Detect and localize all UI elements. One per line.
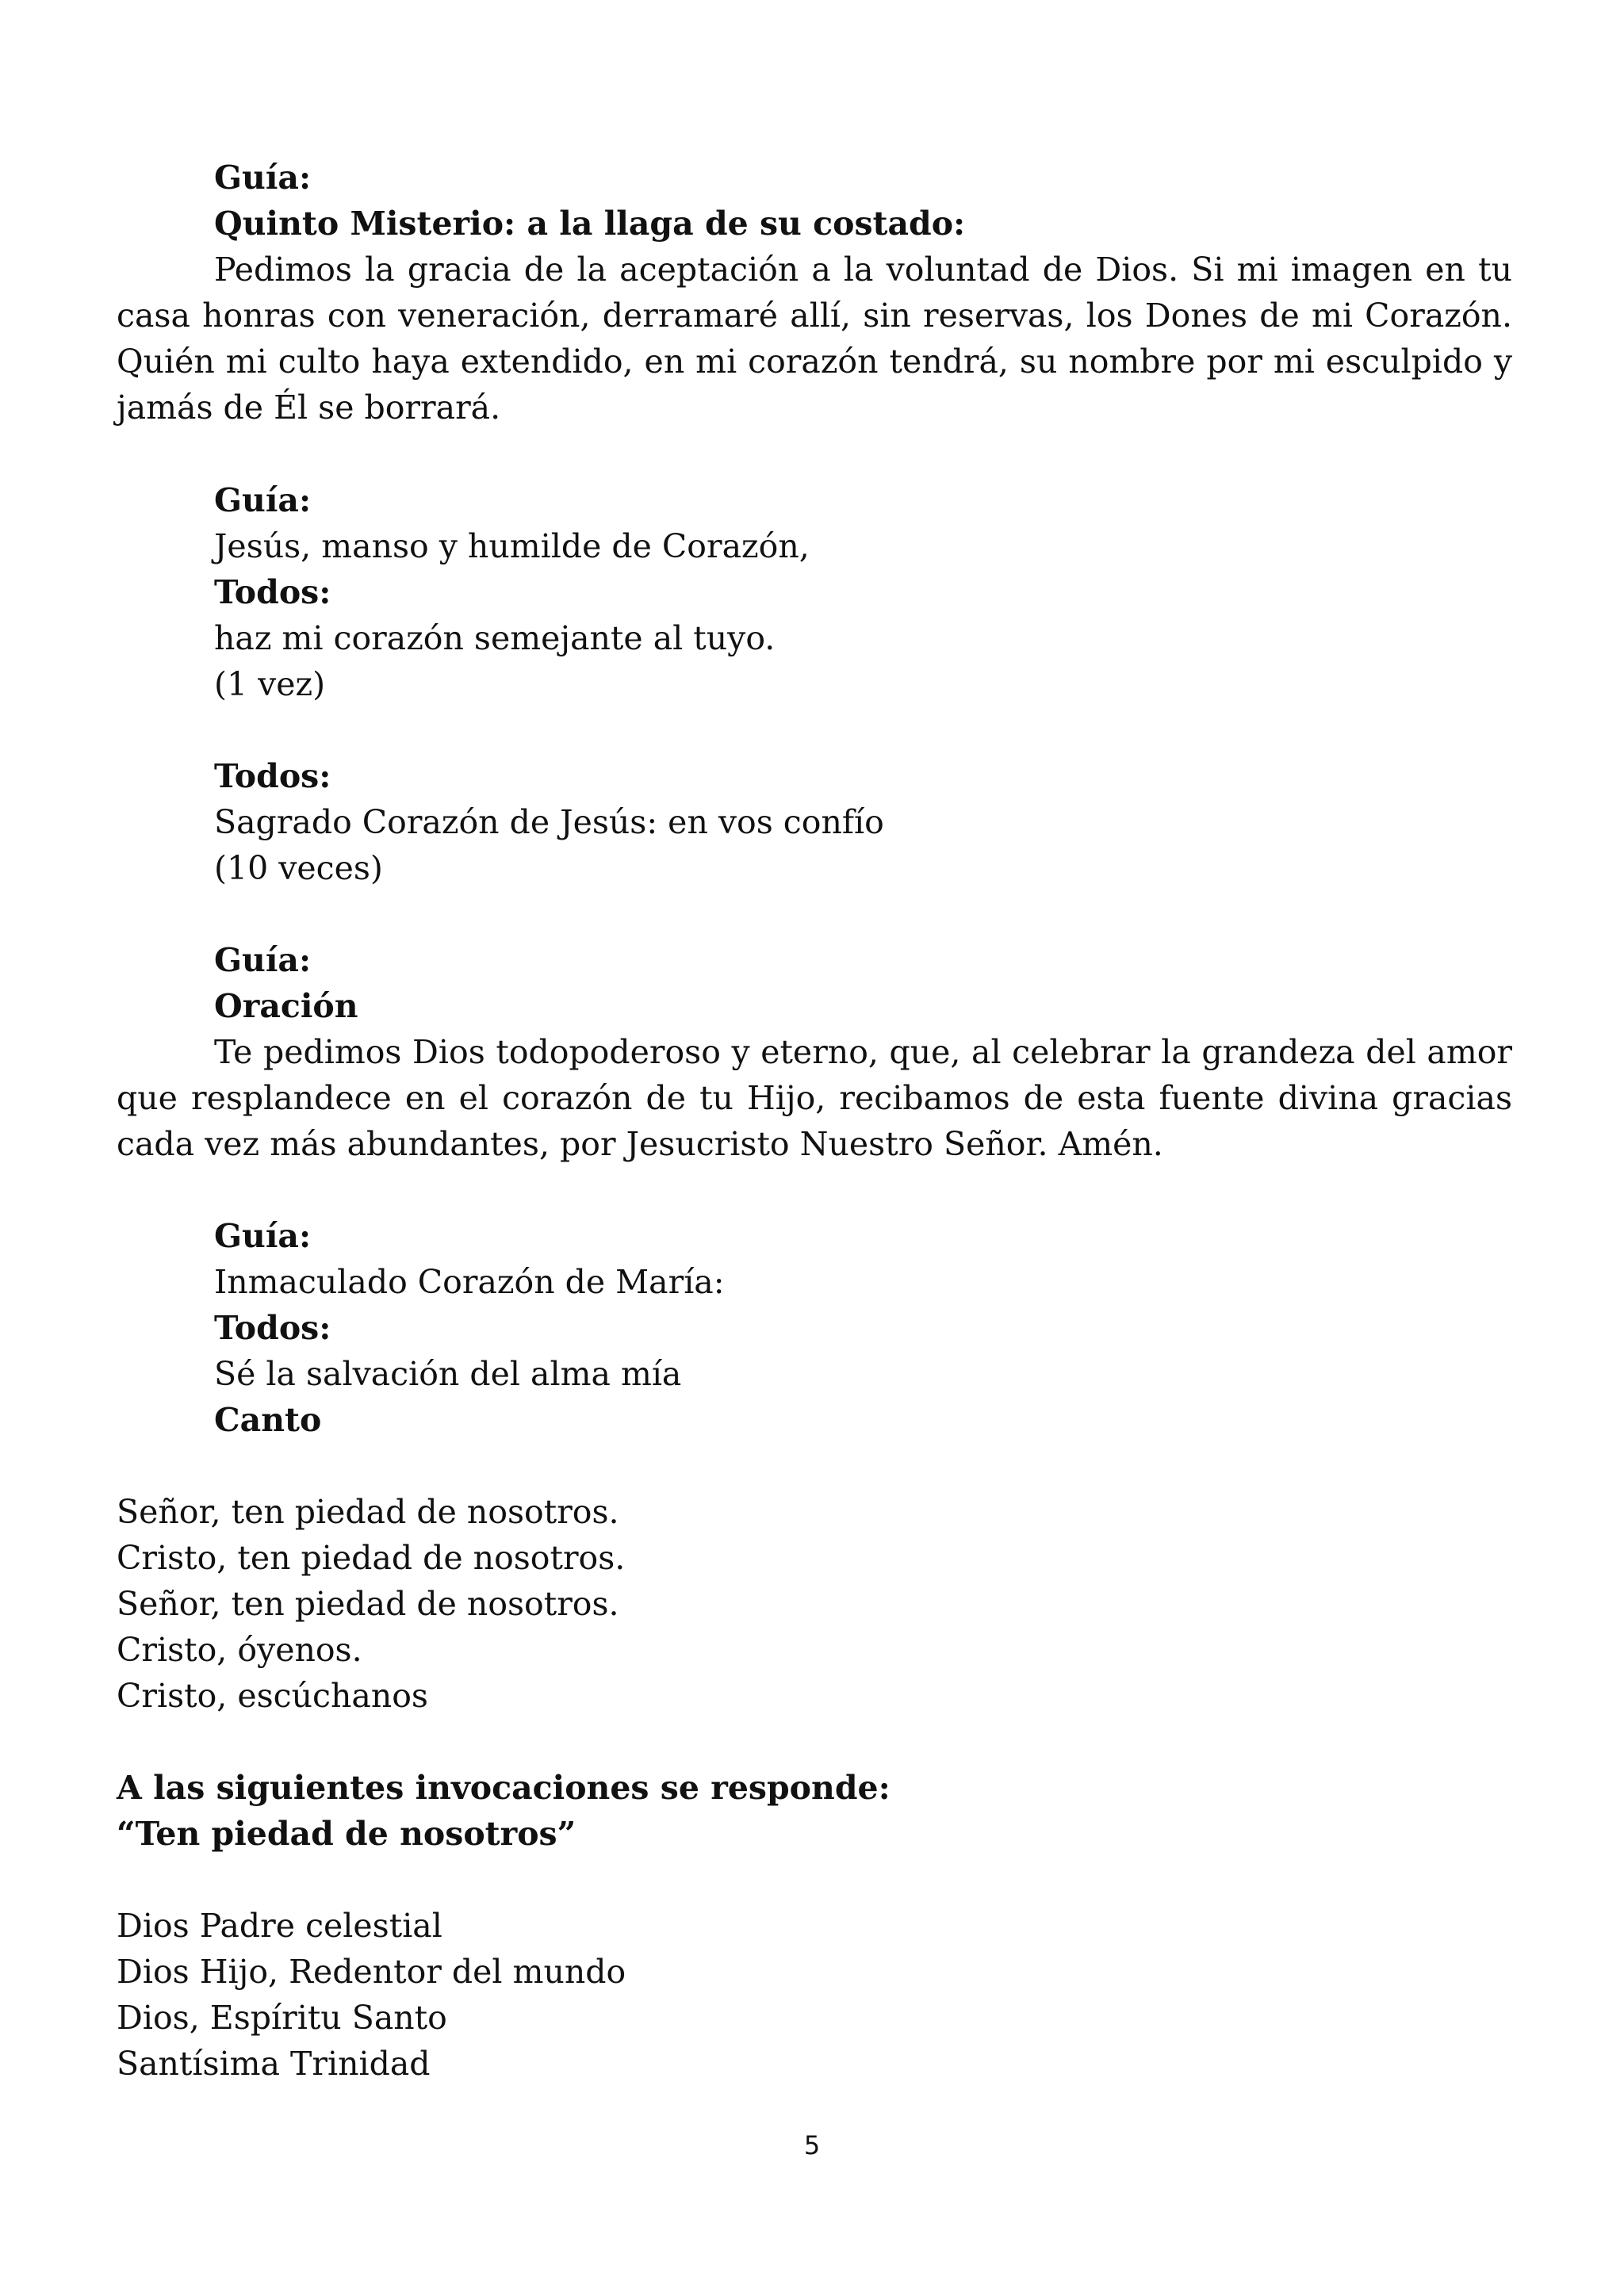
litany-line: Señor, ten piedad de nosotros. bbox=[117, 1493, 619, 1531]
litany-line: Cristo, ten piedad de nosotros. bbox=[117, 1539, 626, 1577]
invocation-item: Dios Padre celestial bbox=[117, 1907, 442, 1945]
repeat-count: (1 vez) bbox=[214, 665, 326, 703]
prayer-line: Sagrado Corazón de Jesús: en vos confío bbox=[214, 803, 884, 841]
todos-label: Todos: bbox=[214, 573, 331, 611]
prayer-line: Inmaculado Corazón de María: bbox=[214, 1263, 725, 1301]
prayer-line: Sé la salvación del alma mía bbox=[214, 1355, 682, 1393]
guia-label: Guía: bbox=[214, 481, 312, 519]
guia-label: Guía: bbox=[214, 1217, 312, 1255]
litany-line: Señor, ten piedad de nosotros. bbox=[117, 1585, 619, 1623]
guia-label: Guía: bbox=[214, 941, 312, 979]
todos-label: Todos: bbox=[214, 1309, 331, 1347]
invocation-item: Dios, Espíritu Santo bbox=[117, 1999, 447, 2037]
litany-line: Cristo, escúchanos bbox=[117, 1677, 428, 1715]
oracion-heading: Oración bbox=[214, 987, 358, 1025]
mystery-paragraph: Pedimos la gracia de la aceptación a la voluntad de Dios. Si mi imagen en tu casa honras con veneración, derramaré allí, sin reservas, los Dones de mi Corazón. Quién mi culto haya extendido, en mi corazón tendrá, su nombre por mi esculpido y jamás de Él se borrará. bbox=[117, 251, 1512, 427]
invocations-heading: A las siguientes invocaciones se responde: bbox=[117, 1769, 891, 1807]
invocation-item: Santísima Trinidad bbox=[117, 2045, 431, 2083]
invocation-item: Dios Hijo, Redentor del mundo bbox=[117, 1953, 626, 1991]
canto-label: Canto bbox=[214, 1401, 322, 1439]
prayer-line: Jesús, manso y humilde de Corazón, bbox=[214, 527, 810, 565]
mystery-heading: Quinto Misterio: a la llaga de su costado: bbox=[214, 205, 966, 243]
litany-line: Cristo, óyenos. bbox=[117, 1631, 362, 1669]
repeat-count: (10 veces) bbox=[214, 849, 383, 887]
page-number: 5 bbox=[803, 2130, 821, 2160]
oracion-paragraph: Te pedimos Dios todopoderoso y eterno, que, al celebrar la grandeza del amor que resplandece en el corazón de tu Hijo, recibamos de esta fuente divina gracias cada vez más abundantes, por Jesucristo Nuestro Señor. Amén. bbox=[117, 1033, 1512, 1163]
todos-label: Todos: bbox=[214, 757, 331, 795]
invocations-response: “Ten piedad de nosotros” bbox=[117, 1815, 576, 1853]
guia-label: Guía: bbox=[214, 159, 312, 197]
prayer-line: haz mi corazón semejante al tuyo. bbox=[214, 619, 776, 657]
